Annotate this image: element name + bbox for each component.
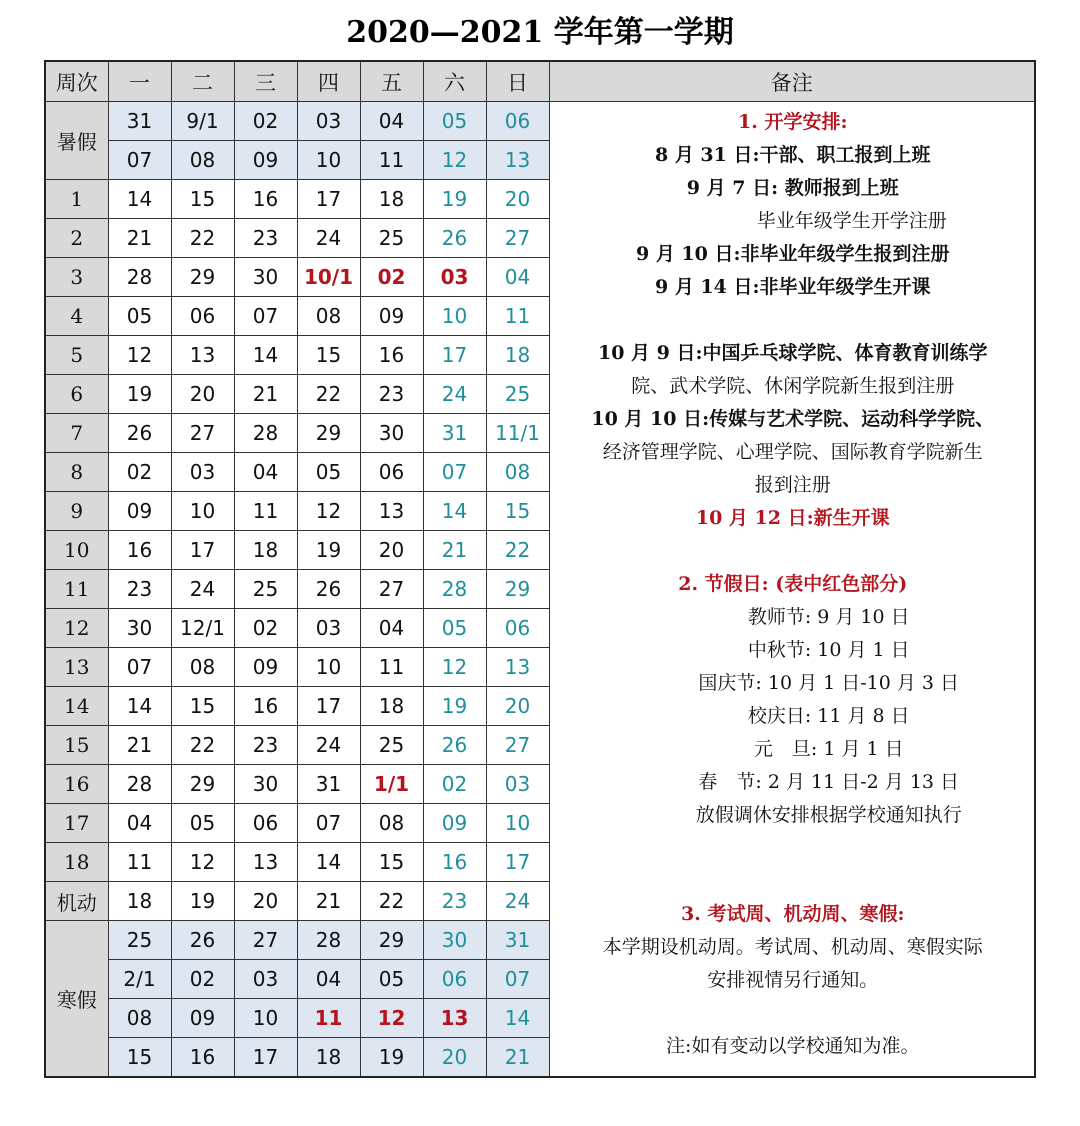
date-cell: 03 — [297, 609, 360, 648]
week-label: 暑假 — [45, 102, 108, 180]
header-row — [45, 61, 1035, 102]
date-cell: 17 — [486, 843, 549, 882]
date-cell: 23 — [234, 726, 297, 765]
date-cell: 25 — [108, 921, 171, 960]
date-cell: 28 — [423, 570, 486, 609]
date-cell: 23 — [423, 882, 486, 921]
date-cell: 05 — [423, 102, 486, 141]
week-row — [45, 102, 1035, 141]
calendar-table — [44, 60, 1036, 1078]
date-cell: 09 — [171, 999, 234, 1038]
date-cell: 11 — [108, 843, 171, 882]
day-header: 五 — [360, 61, 423, 102]
date-cell: 02 — [234, 609, 297, 648]
date-cell: 02 — [360, 258, 423, 297]
date-cell: 19 — [423, 180, 486, 219]
date-cell: 07 — [108, 648, 171, 687]
notes-content — [554, 106, 1033, 1063]
date-cell: 05 — [423, 609, 486, 648]
date-cell: 16 — [423, 843, 486, 882]
date-cell: 07 — [486, 960, 549, 999]
date-cell: 09 — [360, 297, 423, 336]
day-header: 四 — [297, 61, 360, 102]
date-cell: 26 — [171, 921, 234, 960]
date-cell: 17 — [423, 336, 486, 375]
week-label: 7 — [45, 414, 108, 453]
date-cell: 24 — [171, 570, 234, 609]
date-cell: 04 — [360, 609, 423, 648]
note-line: 9 月 10 日:非毕业年级学生报到注册 — [635, 243, 950, 265]
week-label: 机动 — [45, 882, 108, 921]
note-line: 9 月 14 日:非毕业年级学生开课 — [654, 276, 931, 298]
date-cell: 16 — [360, 336, 423, 375]
date-cell: 1/1 — [360, 765, 423, 804]
date-cell: 06 — [423, 960, 486, 999]
week-label: 10 — [45, 531, 108, 570]
date-cell: 09 — [108, 492, 171, 531]
date-cell: 14 — [486, 999, 549, 1038]
date-cell: 16 — [108, 531, 171, 570]
date-cell: 21 — [423, 531, 486, 570]
note-spacer — [554, 832, 1033, 865]
date-cell: 23 — [360, 375, 423, 414]
note-line: 2. 节假日: (表中红色部分) — [678, 573, 908, 595]
date-cell: 10 — [297, 648, 360, 687]
date-cell: 02 — [108, 453, 171, 492]
date-cell: 28 — [234, 414, 297, 453]
date-cell: 21 — [297, 882, 360, 921]
date-cell: 16 — [171, 1038, 234, 1078]
week-label: 2 — [45, 219, 108, 258]
date-cell: 20 — [486, 180, 549, 219]
note-line: 本学期设机动周。考试周、机动周、寒假实际 — [602, 936, 983, 958]
date-cell: 27 — [486, 726, 549, 765]
date-cell: 15 — [171, 687, 234, 726]
date-cell: 22 — [297, 375, 360, 414]
note-line: 国庆节: 10 月 1 日-10 月 3 日 — [698, 672, 960, 694]
date-cell: 23 — [108, 570, 171, 609]
date-cell: 10 — [234, 999, 297, 1038]
note-line: 教师节: 9 月 10 日 — [747, 606, 910, 628]
week-label: 6 — [45, 375, 108, 414]
date-cell: 06 — [234, 804, 297, 843]
date-cell: 06 — [360, 453, 423, 492]
date-cell: 27 — [171, 414, 234, 453]
date-cell: 03 — [171, 453, 234, 492]
date-cell: 12 — [171, 843, 234, 882]
date-cell: 28 — [297, 921, 360, 960]
week-label: 5 — [45, 336, 108, 375]
date-cell: 07 — [234, 297, 297, 336]
date-cell: 14 — [297, 843, 360, 882]
note-line: 报到注册 — [754, 474, 831, 496]
date-cell: 13 — [486, 648, 549, 687]
date-cell: 07 — [108, 141, 171, 180]
date-cell: 08 — [171, 141, 234, 180]
date-cell: 24 — [423, 375, 486, 414]
date-cell: 17 — [234, 1038, 297, 1078]
date-cell: 04 — [108, 804, 171, 843]
date-cell: 28 — [108, 258, 171, 297]
note-line: 10 月 10 日:传媒与艺术学院、运动科学学院、 — [591, 408, 995, 430]
date-cell: 12 — [297, 492, 360, 531]
date-cell: 19 — [423, 687, 486, 726]
note-line: 放假调休安排根据学校通知执行 — [695, 804, 962, 826]
day-header: 三 — [234, 61, 297, 102]
note-line: 院、武术学院、休闲学院新生报到注册 — [631, 375, 955, 397]
date-cell: 09 — [423, 804, 486, 843]
date-cell: 27 — [486, 219, 549, 258]
date-cell: 05 — [297, 453, 360, 492]
date-cell: 2/1 — [108, 960, 171, 999]
date-cell: 29 — [171, 258, 234, 297]
date-cell: 15 — [171, 180, 234, 219]
date-cell: 13 — [423, 999, 486, 1038]
date-cell: 02 — [234, 102, 297, 141]
date-cell: 10/1 — [297, 258, 360, 297]
date-cell: 31 — [108, 102, 171, 141]
date-cell: 14 — [423, 492, 486, 531]
week-label: 14 — [45, 687, 108, 726]
date-cell: 06 — [171, 297, 234, 336]
week-label: 寒假 — [45, 921, 108, 1078]
date-cell: 22 — [171, 219, 234, 258]
note-line: 注:如有变动以学校通知为准。 — [666, 1035, 920, 1057]
date-cell: 27 — [234, 921, 297, 960]
week-label: 18 — [45, 843, 108, 882]
date-cell: 04 — [360, 102, 423, 141]
date-cell: 03 — [486, 765, 549, 804]
date-cell: 23 — [234, 219, 297, 258]
date-cell: 03 — [423, 258, 486, 297]
date-cell: 05 — [360, 960, 423, 999]
date-cell: 18 — [360, 687, 423, 726]
week-label: 16 — [45, 765, 108, 804]
date-cell: 14 — [108, 180, 171, 219]
date-cell: 19 — [171, 882, 234, 921]
note-line: 中秋节: 10 月 1 日 — [747, 639, 910, 661]
date-cell: 07 — [423, 453, 486, 492]
day-header: 日 — [486, 61, 549, 102]
date-cell: 14 — [234, 336, 297, 375]
date-cell: 06 — [486, 609, 549, 648]
date-cell: 08 — [360, 804, 423, 843]
notes-cell — [549, 102, 1035, 1078]
note-line: 8 月 31 日:干部、职工报到上班 — [654, 144, 931, 166]
date-cell: 12 — [108, 336, 171, 375]
date-cell: 29 — [486, 570, 549, 609]
date-cell: 25 — [360, 219, 423, 258]
date-cell: 22 — [486, 531, 549, 570]
date-cell: 22 — [360, 882, 423, 921]
week-label: 1 — [45, 180, 108, 219]
date-cell: 04 — [486, 258, 549, 297]
week-label: 15 — [45, 726, 108, 765]
date-cell: 18 — [297, 1038, 360, 1078]
date-cell: 17 — [297, 687, 360, 726]
date-cell: 12 — [423, 141, 486, 180]
note-line: 经济管理学院、心理学院、国际教育学院新生 — [602, 441, 983, 463]
note-spacer — [554, 865, 1033, 898]
date-cell: 30 — [234, 258, 297, 297]
date-cell: 11 — [234, 492, 297, 531]
date-cell: 15 — [486, 492, 549, 531]
week-label: 17 — [45, 804, 108, 843]
page-title: 2020—2021 学年第一学期 — [346, 15, 734, 50]
note-line: 1. 开学安排: — [738, 111, 848, 133]
date-cell: 24 — [297, 219, 360, 258]
week-label: 8 — [45, 453, 108, 492]
date-cell: 02 — [171, 960, 234, 999]
date-cell: 24 — [486, 882, 549, 921]
date-cell: 21 — [486, 1038, 549, 1078]
note-spacer — [554, 304, 1033, 337]
date-cell: 29 — [297, 414, 360, 453]
date-cell: 03 — [234, 960, 297, 999]
date-cell: 12 — [360, 999, 423, 1038]
date-cell: 21 — [108, 726, 171, 765]
date-cell: 25 — [486, 375, 549, 414]
date-cell: 15 — [108, 1038, 171, 1078]
date-cell: 02 — [423, 765, 486, 804]
date-cell: 11 — [486, 297, 549, 336]
week-label: 12 — [45, 609, 108, 648]
notes-column-header: 备注 — [549, 61, 1035, 102]
week-label: 4 — [45, 297, 108, 336]
date-cell: 20 — [486, 687, 549, 726]
note-line: 毕业年级学生开学注册 — [756, 210, 947, 232]
week-label: 11 — [45, 570, 108, 609]
date-cell: 11/1 — [486, 414, 549, 453]
date-cell: 24 — [297, 726, 360, 765]
date-cell: 29 — [360, 921, 423, 960]
note-spacer — [554, 997, 1033, 1030]
date-cell: 08 — [108, 999, 171, 1038]
date-cell: 04 — [234, 453, 297, 492]
date-cell: 10 — [486, 804, 549, 843]
date-cell: 07 — [297, 804, 360, 843]
date-cell: 05 — [171, 804, 234, 843]
date-cell: 05 — [108, 297, 171, 336]
date-cell: 10 — [423, 297, 486, 336]
date-cell: 9/1 — [171, 102, 234, 141]
date-cell: 13 — [171, 336, 234, 375]
date-cell: 13 — [234, 843, 297, 882]
date-cell: 22 — [171, 726, 234, 765]
day-header: 一 — [108, 61, 171, 102]
date-cell: 18 — [108, 882, 171, 921]
day-header: 六 — [423, 61, 486, 102]
date-cell: 26 — [297, 570, 360, 609]
date-cell: 20 — [234, 882, 297, 921]
date-cell: 18 — [234, 531, 297, 570]
date-cell: 20 — [360, 531, 423, 570]
date-cell: 17 — [171, 531, 234, 570]
week-label: 9 — [45, 492, 108, 531]
date-cell: 29 — [171, 765, 234, 804]
date-cell: 16 — [234, 180, 297, 219]
note-line: 3. 考试周、机动周、寒假: — [681, 903, 905, 925]
date-cell: 30 — [423, 921, 486, 960]
date-cell: 04 — [297, 960, 360, 999]
date-cell: 31 — [423, 414, 486, 453]
date-cell: 20 — [171, 375, 234, 414]
date-cell: 11 — [360, 141, 423, 180]
week-label: 3 — [45, 258, 108, 297]
note-line: 安排视情另行通知。 — [707, 969, 879, 991]
date-cell: 09 — [234, 141, 297, 180]
date-cell: 13 — [360, 492, 423, 531]
date-cell: 30 — [360, 414, 423, 453]
week-label: 13 — [45, 648, 108, 687]
date-cell: 20 — [423, 1038, 486, 1078]
date-cell: 16 — [234, 687, 297, 726]
date-cell: 13 — [486, 141, 549, 180]
week-column-header: 周次 — [45, 61, 108, 102]
date-cell: 12/1 — [171, 609, 234, 648]
note-line: 10 月 9 日:中国乒乓球学院、体育教育训练学 — [597, 342, 988, 364]
date-cell: 15 — [297, 336, 360, 375]
note-line: 校庆日: 11 月 8 日 — [747, 705, 910, 727]
date-cell: 19 — [360, 1038, 423, 1078]
date-cell: 18 — [486, 336, 549, 375]
date-cell: 08 — [171, 648, 234, 687]
date-cell: 10 — [171, 492, 234, 531]
date-cell: 09 — [234, 648, 297, 687]
date-cell: 30 — [234, 765, 297, 804]
date-cell: 31 — [486, 921, 549, 960]
date-cell: 08 — [297, 297, 360, 336]
date-cell: 11 — [297, 999, 360, 1038]
day-header: 二 — [171, 61, 234, 102]
note-spacer — [554, 535, 1033, 568]
date-cell: 17 — [297, 180, 360, 219]
date-cell: 14 — [108, 687, 171, 726]
note-line: 9 月 7 日: 教师报到上班 — [686, 177, 899, 199]
date-cell: 31 — [297, 765, 360, 804]
date-cell: 19 — [297, 531, 360, 570]
note-line: 元 旦: 1 月 1 日 — [753, 738, 904, 760]
date-cell: 25 — [234, 570, 297, 609]
date-cell: 27 — [360, 570, 423, 609]
note-line: 10 月 12 日:新生开课 — [695, 507, 890, 529]
date-cell: 15 — [360, 843, 423, 882]
date-cell: 21 — [108, 219, 171, 258]
calendar-body — [45, 102, 1035, 1078]
date-cell: 28 — [108, 765, 171, 804]
date-cell: 30 — [108, 609, 171, 648]
date-cell: 12 — [423, 648, 486, 687]
date-cell: 03 — [297, 102, 360, 141]
date-cell: 26 — [423, 726, 486, 765]
date-cell: 21 — [234, 375, 297, 414]
date-cell: 25 — [360, 726, 423, 765]
date-cell: 26 — [108, 414, 171, 453]
date-cell: 18 — [360, 180, 423, 219]
date-cell: 11 — [360, 648, 423, 687]
note-line: 春 节: 2 月 11 日-2 月 13 日 — [698, 771, 960, 793]
date-cell: 06 — [486, 102, 549, 141]
date-cell: 08 — [486, 453, 549, 492]
date-cell: 26 — [423, 219, 486, 258]
date-cell: 19 — [108, 375, 171, 414]
date-cell: 10 — [297, 141, 360, 180]
